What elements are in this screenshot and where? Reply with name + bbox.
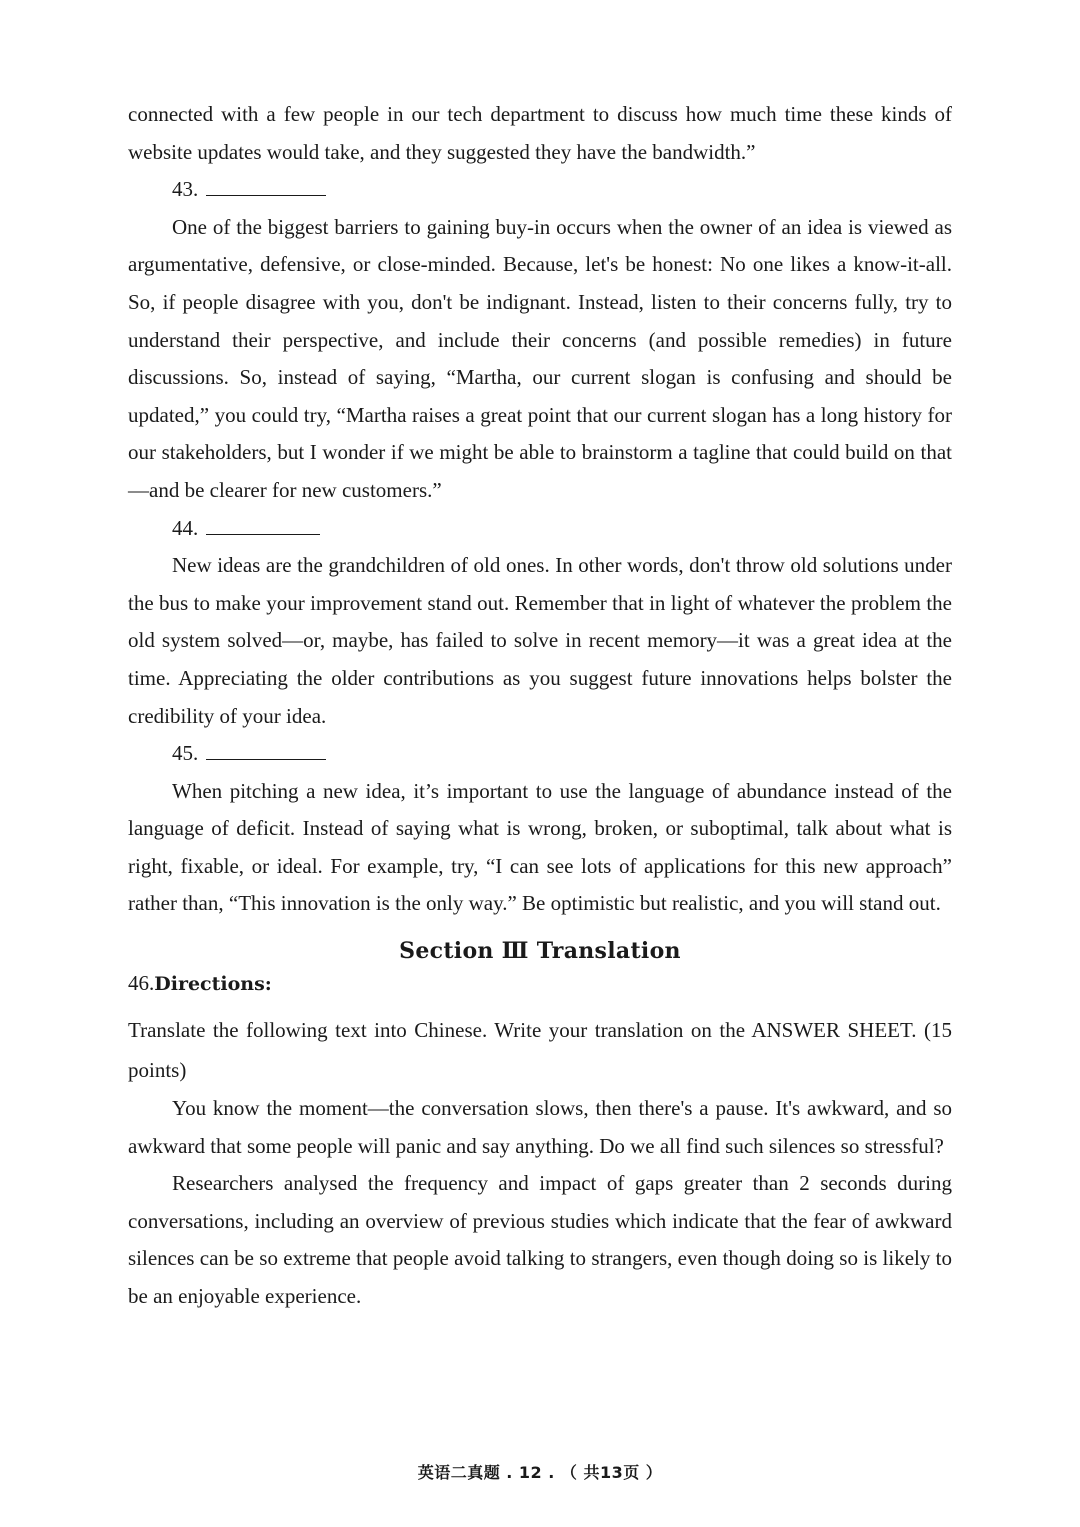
page-footer: 英语二真题 . 12 . （ 共13页 ） xyxy=(417,1463,663,1482)
paragraph-after-44: New ideas are the grandchildren of old ones. In other words, don't throw old solutions under the bus to make your improvement stand out. Remember that in light of whatever the problem the old system solved—or, maybe, has failed to solve in recent memory—it was a great idea at the time. Appreciating the older contributions as you suggest future innovations helps bolster the credibility of your idea. xyxy=(128,553,952,728)
translation-paragraph-1: You know the moment—the conversation slows, then there's a pause. It's awkward, and so awkward that some people will panic and say anything. Do we all find such silences so stressful? xyxy=(128,1096,952,1158)
directions-text: Translate the following text into Chinese. Write your translation on the ANSWER SHEET. (15 points) xyxy=(128,1018,952,1083)
question-43-number: 43. xyxy=(128,171,952,209)
directions-heading xyxy=(128,969,952,998)
answer-blank-43 xyxy=(206,194,326,196)
question-45-number: 45. xyxy=(128,735,952,773)
section-title: Section Ⅲ Translation xyxy=(399,938,681,965)
question-44-number: 44. xyxy=(128,510,952,548)
directions-label: Directions: xyxy=(154,973,272,996)
paragraph-after-43: One of the biggest barriers to gaining buy-in occurs when the owner of an idea is viewed as argumentative, defensive, or close-minded. Because, let's be honest: No one likes a know-it-all. So, if people disagree with you, don't be indignant. Instead, listen to their concerns fully, try to understand their perspective, and include their concerns (and possible remedies) in future discussions. So, instead of saying, “Martha, our current slogan is confusing and should be updated,” you could try, “Martha raises a great point that our current slogan has a long history for our stakeholders, but I wonder if we might be able to brainstorm a tagline that could build on that—and be clearer for new customers.” xyxy=(128,214,952,502)
answer-blank-44 xyxy=(206,533,320,535)
paragraph-after-45: When pitching a new idea, it’s important to use the language of abundance instead of the language of deficit. Instead of saying what is wrong, broken, or suboptimal, talk about what is right, fixable, or ideal. For example, try, “I can see lots of applications for this new approach” rather than, “This innovation is the only way.” Be optimistic but realistic, and you will stand out. xyxy=(128,778,952,916)
passage-continued: connected with a few people in our tech department to discuss how much time these kinds of website updates would take, and they suggested they have the bandwidth.” xyxy=(128,102,952,164)
answer-blank-45 xyxy=(206,758,326,760)
translation-paragraph-2: Researchers analysed the frequency and impact of gaps greater than 2 seconds during conversations, including an overview of previous studies which indicate that the fear of awkward silences can be so extreme that people avoid talking to strangers, even though doing so is likely to be an enjoyable experience. xyxy=(128,1171,952,1309)
page-body xyxy=(128,96,952,1316)
question-46-number: 46. xyxy=(128,971,155,996)
